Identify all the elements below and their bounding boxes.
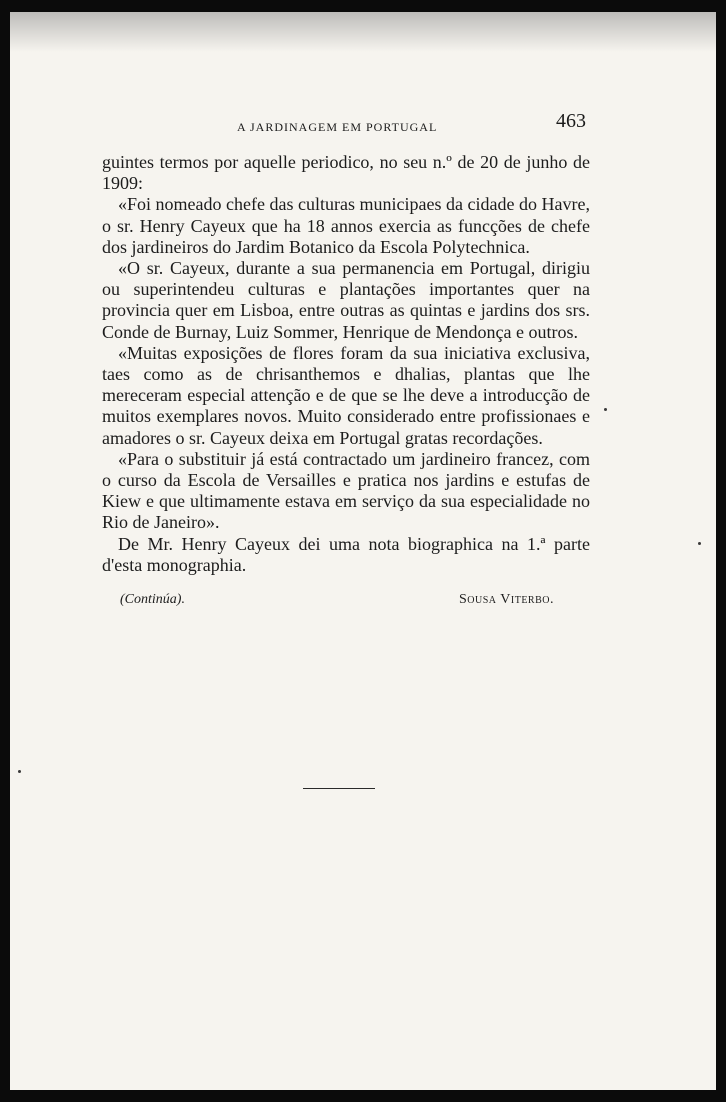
end-rule: [303, 788, 375, 789]
page-header: [100, 108, 590, 138]
document-page: [10, 12, 716, 1090]
paragraph-continuation: guintes termos por aquelle periodico, no seu n.º de 20 de junho de 1909:: [102, 152, 590, 194]
paragraph-quote-1: «Foi nomeado chefe das culturas municipaes da cidade do Havre, o sr. Henry Cayeux que ha 18 annos exercia as funcções de chefe dos jardineiros do Jardim Botanico da Escola Polytechnica.: [102, 194, 590, 257]
speck-mark: [604, 408, 607, 411]
paragraph-quote-3: «Muitas exposições de flores foram da sua iniciativa exclusiva, taes como as de chrisanthemos e dhalias, plantas que lhe mereceram especial attenção e de que se lhe deve a introducção de muitos exemplares novos. Muito considerado entre profissionaes e amadores o sr. Cayeux deixa em Portugal gratas recordações.: [102, 342, 590, 448]
speck-mark: [698, 542, 701, 545]
body-text: [102, 152, 590, 576]
paragraph-quote-2: «O sr. Cayeux, durante a sua permanencia em Portugal, dirigiu ou superintendeu culturas e plantações importantes quer na provincia quer em Lisboa, entre outras as quintas e jardins dos srs. Conde de Burnay, Luiz Sommer, Henrique de Mendonça e outros.: [102, 258, 590, 342]
paragraph-closing: De Mr. Henry Cayeux dei uma nota biographica na 1.ª parte d'esta monographia.: [102, 533, 590, 575]
page-number: 463: [556, 110, 586, 132]
paragraph-quote-4: «Para o substituir já está contractado um jardineiro francez, com o curso da Escola de Versailles e pratica nos jardins e estufas de Kiew e que ultimamente estava em serviço da sua especialidade no Rio de Janeiro».: [102, 448, 590, 533]
author-signature: Sousa Viterbo.: [459, 592, 554, 607]
continua-note: (Continúa).: [120, 592, 185, 607]
speck-mark: [18, 770, 21, 773]
article-footer: [120, 592, 560, 614]
running-head: A JARDINAGEM EM PORTUGAL: [237, 120, 438, 134]
